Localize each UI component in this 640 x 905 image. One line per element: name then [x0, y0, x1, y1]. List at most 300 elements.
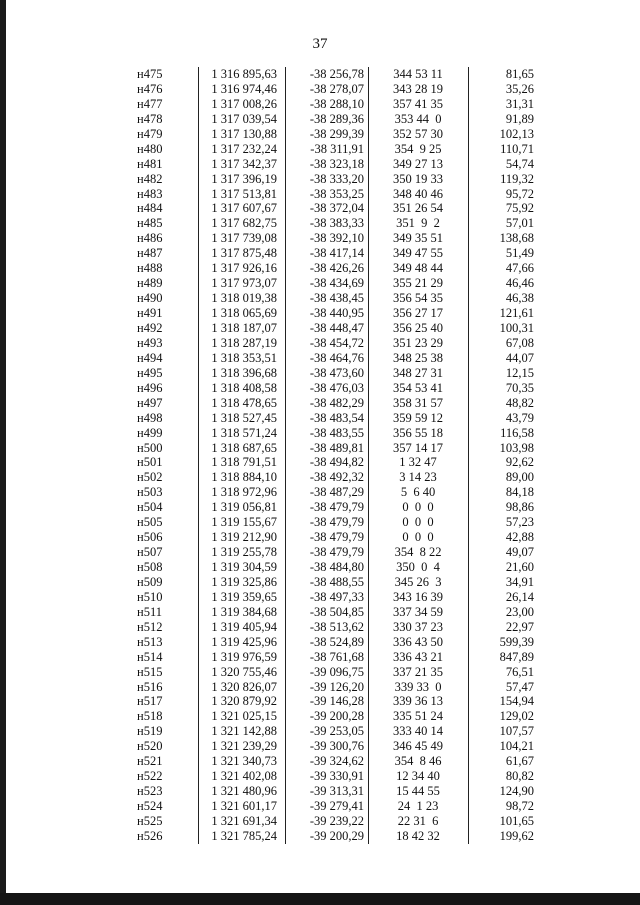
distance-cell: 80,82: [505, 769, 534, 784]
point-id-cell: н476: [137, 81, 163, 96]
direction-angle-cell: 15 44 55: [396, 784, 440, 799]
page-number: 37: [312, 36, 328, 52]
x-coordinate-cell: 1 317 039,54: [211, 111, 277, 126]
x-coordinate-cell: 1 319 056,81: [211, 500, 277, 515]
point-id-cell: н506: [137, 530, 163, 545]
x-coordinate-cell: 1 317 396,19: [211, 171, 277, 186]
point-id-cell: н498: [137, 410, 163, 425]
y-coordinate-cell: -38 476,03: [309, 380, 364, 395]
x-coordinate-cell: 1 319 405,94: [211, 619, 277, 634]
distance-cell: 91,89: [505, 111, 534, 126]
distance-cell: 61,67: [505, 754, 534, 769]
point-id-cell: н497: [137, 395, 163, 410]
distance-cell: 847,89: [499, 649, 534, 664]
direction-angle-cell: 348 25 38: [393, 350, 443, 365]
y-coordinate-cell: -38 311,91: [310, 141, 364, 156]
y-coordinate-cell: -38 440,95: [309, 306, 364, 321]
table-row: [128, 575, 543, 590]
table-row: [128, 620, 543, 635]
y-coordinate-cell: -38 353,25: [309, 186, 364, 201]
table-row: [128, 112, 543, 127]
direction-angle-cell: 351 26 54: [393, 201, 443, 216]
direction-angle-cell: 346 45 49: [393, 739, 443, 754]
x-coordinate-cell: 1 318 019,38: [211, 291, 277, 306]
table-row: [128, 635, 543, 650]
scan-bottom-edge: [0, 893, 640, 905]
x-coordinate-cell: 1 320 879,92: [211, 694, 277, 709]
x-coordinate-cell: 1 316 974,46: [211, 81, 277, 96]
distance-cell: 76,51: [505, 664, 534, 679]
point-id-cell: н493: [137, 335, 163, 350]
distance-cell: 154,94: [499, 694, 534, 709]
direction-angle-cell: 348 40 46: [393, 186, 443, 201]
direction-angle-cell: 330 37 23: [393, 619, 443, 634]
point-id-cell: н521: [137, 754, 163, 769]
point-id-cell: н494: [137, 350, 163, 365]
x-coordinate-cell: 1 321 239,29: [211, 739, 277, 754]
y-coordinate-cell: -38 434,69: [309, 276, 364, 291]
distance-cell: 34,91: [505, 574, 534, 589]
y-coordinate-cell: -38 488,55: [309, 574, 364, 589]
x-coordinate-cell: 1 320 826,07: [211, 679, 277, 694]
x-coordinate-cell: 1 319 212,90: [211, 530, 277, 545]
point-id-cell: н505: [137, 515, 163, 530]
distance-cell: 107,57: [499, 724, 534, 739]
direction-angle-cell: 337 21 35: [393, 664, 443, 679]
direction-angle-cell: 355 21 29: [393, 276, 443, 291]
point-id-cell: н500: [137, 440, 163, 455]
direction-angle-cell: 0 0 0: [402, 530, 434, 545]
distance-cell: 21,60: [505, 560, 534, 575]
x-coordinate-cell: 1 318 396,68: [211, 365, 277, 380]
table-row: [128, 694, 543, 709]
distance-cell: 48,82: [505, 395, 534, 410]
distance-cell: 138,68: [499, 231, 534, 246]
y-coordinate-cell: -38 487,29: [309, 485, 364, 500]
point-id-cell: н517: [137, 694, 163, 709]
x-coordinate-cell: 1 318 478,65: [211, 395, 277, 410]
point-id-cell: н511: [137, 604, 162, 619]
point-id-cell: н478: [137, 111, 163, 126]
distance-cell: 199,62: [499, 828, 534, 843]
x-coordinate-cell: 1 319 976,59: [211, 649, 277, 664]
point-id-cell: н514: [137, 649, 163, 664]
direction-angle-cell: 356 54 35: [393, 291, 443, 306]
table-row: [128, 336, 543, 351]
table-row: [128, 739, 543, 754]
point-id-cell: н487: [137, 246, 163, 261]
point-id-cell: н509: [137, 574, 163, 589]
direction-angle-cell: 12 34 40: [396, 769, 440, 784]
distance-cell: 92,62: [505, 455, 534, 470]
point-id-cell: н488: [137, 261, 163, 276]
table-row: [128, 231, 543, 246]
direction-angle-cell: 350 0 4: [396, 560, 440, 575]
point-id-cell: н501: [137, 455, 163, 470]
x-coordinate-cell: 1 318 884,10: [211, 470, 277, 485]
point-id-cell: н492: [137, 320, 163, 335]
direction-angle-cell: 354 8 46: [394, 754, 442, 769]
point-id-cell: н486: [137, 231, 163, 246]
x-coordinate-cell: 1 319 304,59: [211, 560, 277, 575]
point-id-cell: н519: [137, 724, 163, 739]
distance-cell: 57,47: [505, 679, 534, 694]
table-row: [128, 814, 543, 829]
y-coordinate-cell: -38 483,54: [309, 410, 364, 425]
y-coordinate-cell: -38 524,89: [309, 634, 364, 649]
y-coordinate-cell: -38 761,68: [309, 649, 364, 664]
point-id-cell: н502: [137, 470, 163, 485]
x-coordinate-cell: 1 319 425,96: [211, 634, 277, 649]
point-id-cell: н526: [137, 828, 163, 843]
point-id-cell: н512: [137, 619, 163, 634]
distance-cell: 98,86: [505, 500, 534, 515]
point-id-cell: н496: [137, 380, 163, 395]
direction-angle-cell: 349 27 13: [393, 156, 443, 171]
y-coordinate-cell: -38 323,18: [309, 156, 364, 171]
x-coordinate-cell: 1 319 359,65: [211, 589, 277, 604]
point-id-cell: н504: [137, 500, 163, 515]
direction-angle-cell: 3 14 23: [399, 470, 437, 485]
x-coordinate-cell: 1 318 571,24: [211, 425, 277, 440]
x-coordinate-cell: 1 318 187,07: [211, 320, 277, 335]
direction-angle-cell: 349 48 44: [393, 261, 443, 276]
table-row: [128, 724, 543, 739]
direction-angle-cell: 353 44 0: [394, 111, 442, 126]
distance-cell: 43,79: [505, 410, 534, 425]
direction-angle-cell: 5 6 40: [400, 485, 436, 500]
table-row: [128, 216, 543, 231]
point-id-cell: н522: [137, 769, 163, 784]
x-coordinate-cell: 1 321 691,34: [211, 814, 277, 828]
distance-cell: 35,26: [505, 81, 534, 96]
distance-cell: 102,13: [499, 126, 534, 141]
distance-cell: 49,07: [505, 545, 534, 560]
point-id-cell: н515: [137, 664, 163, 679]
direction-angle-cell: 358 31 57: [393, 395, 443, 410]
direction-angle-cell: 344 53 11: [393, 67, 443, 81]
direction-angle-cell: 336 43 50: [393, 634, 443, 649]
distance-cell: 81,65: [505, 67, 534, 81]
point-id-cell: н499: [137, 425, 163, 440]
direction-angle-cell: 24 1 23: [397, 799, 439, 814]
table-row: [128, 650, 543, 665]
coordinates-table: [128, 67, 543, 844]
y-coordinate-cell: -38 289,36: [309, 111, 364, 126]
table-row: [128, 261, 543, 276]
distance-cell: 98,72: [505, 799, 534, 814]
direction-angle-cell: 336 43 21: [393, 649, 443, 664]
table-row: [128, 441, 543, 456]
y-coordinate-cell: -38 448,47: [309, 320, 364, 335]
table-row: [128, 381, 543, 396]
y-coordinate-cell: -38 278,07: [309, 81, 364, 96]
point-id-cell: н482: [137, 171, 163, 186]
point-id-cell: н484: [137, 201, 163, 216]
table-row: [128, 246, 543, 261]
table-row: [128, 366, 543, 381]
distance-cell: 103,98: [499, 440, 534, 455]
distance-cell: 121,61: [499, 306, 534, 321]
direction-angle-cell: 0 0 0: [402, 500, 434, 515]
y-coordinate-cell: -38 438,45: [309, 291, 364, 306]
distance-cell: 129,02: [499, 709, 534, 724]
table-row: [128, 515, 543, 530]
x-coordinate-cell: 1 317 607,67: [211, 201, 277, 216]
table-row: [128, 829, 543, 844]
point-id-cell: н524: [137, 799, 163, 814]
distance-cell: 599,39: [499, 634, 534, 649]
table-row: [128, 680, 543, 695]
point-id-cell: н518: [137, 709, 163, 724]
scan-left-edge: [0, 0, 6, 905]
table-row: [128, 201, 543, 216]
direction-angle-cell: 354 9 25: [394, 141, 442, 156]
x-coordinate-cell: 1 318 687,65: [211, 440, 277, 455]
point-id-cell: н477: [137, 96, 163, 111]
x-coordinate-cell: 1 317 342,37: [211, 156, 277, 171]
y-coordinate-cell: -39 239,22: [309, 814, 364, 828]
point-id-cell: н475: [137, 67, 163, 81]
direction-angle-cell: 333 40 14: [393, 724, 443, 739]
y-coordinate-cell: -38 392,10: [309, 231, 364, 246]
y-coordinate-cell: -38 383,33: [309, 216, 364, 231]
direction-angle-cell: 343 28 19: [393, 81, 443, 96]
point-id-cell: н491: [137, 306, 163, 321]
distance-cell: 57,01: [505, 216, 534, 231]
distance-cell: 116,58: [500, 425, 534, 440]
table-row: [128, 530, 543, 545]
distance-cell: 70,35: [505, 380, 534, 395]
direction-angle-cell: 348 27 31: [393, 365, 443, 380]
table-row: [128, 67, 543, 82]
y-coordinate-cell: -38 479,79: [309, 545, 364, 560]
direction-angle-cell: 339 33 0: [394, 679, 442, 694]
y-coordinate-cell: -38 479,79: [309, 530, 364, 545]
point-id-cell: н485: [137, 216, 163, 231]
table-row: [128, 187, 543, 202]
y-coordinate-cell: -38 492,32: [309, 470, 364, 485]
y-coordinate-cell: -39 200,28: [309, 709, 364, 724]
table-row: [128, 754, 543, 769]
y-coordinate-cell: -38 288,10: [309, 96, 364, 111]
direction-angle-cell: 22 31 6: [397, 814, 439, 828]
direction-angle-cell: 356 27 17: [393, 306, 443, 321]
distance-cell: 54,74: [505, 156, 534, 171]
table-row: [128, 142, 543, 157]
distance-cell: 31,31: [505, 96, 534, 111]
distance-cell: 110,71: [500, 141, 534, 156]
table-row: [128, 351, 543, 366]
distance-cell: 12,15: [505, 365, 534, 380]
table-row: [128, 411, 543, 426]
point-id-cell: н516: [137, 679, 163, 694]
table-row: [128, 470, 543, 485]
point-id-cell: н503: [137, 485, 163, 500]
y-coordinate-cell: -38 473,60: [309, 365, 364, 380]
y-coordinate-cell: -38 299,39: [309, 126, 364, 141]
x-coordinate-cell: 1 321 340,73: [211, 754, 277, 769]
y-coordinate-cell: -38 417,14: [309, 246, 364, 261]
table-row: [128, 560, 543, 575]
x-coordinate-cell: 1 317 513,81: [211, 186, 277, 201]
table-row: [128, 784, 543, 799]
y-coordinate-cell: -38 484,80: [309, 560, 364, 575]
distance-cell: 119,32: [500, 171, 534, 186]
direction-angle-cell: 351 9 2: [396, 216, 440, 231]
distance-cell: 22,97: [505, 619, 534, 634]
table-row: [128, 97, 543, 112]
x-coordinate-cell: 1 317 232,24: [211, 141, 277, 156]
point-id-cell: н513: [137, 634, 163, 649]
x-coordinate-cell: 1 317 130,88: [211, 126, 277, 141]
table-row: [128, 590, 543, 605]
distance-cell: 26,14: [505, 589, 534, 604]
direction-angle-cell: 335 51 24: [393, 709, 443, 724]
table-row: [128, 276, 543, 291]
y-coordinate-cell: -39 313,31: [309, 784, 364, 799]
table-row: [128, 500, 543, 515]
distance-cell: 46,38: [505, 291, 534, 306]
distance-cell: 101,65: [499, 814, 534, 828]
table-row: [128, 291, 543, 306]
y-coordinate-cell: -38 426,26: [309, 261, 364, 276]
direction-angle-cell: 359 59 12: [393, 410, 443, 425]
y-coordinate-cell: -39 096,75: [309, 664, 364, 679]
y-coordinate-cell: -39 324,62: [309, 754, 364, 769]
x-coordinate-cell: 1 317 973,07: [211, 276, 277, 291]
table-row: [128, 709, 543, 724]
y-coordinate-cell: -39 200,29: [309, 828, 364, 843]
x-coordinate-cell: 1 318 353,51: [211, 350, 277, 365]
x-coordinate-cell: 1 319 384,68: [211, 604, 277, 619]
distance-cell: 42,88: [505, 530, 534, 545]
point-id-cell: н490: [137, 291, 163, 306]
table-row: [128, 426, 543, 441]
direction-angle-cell: 357 14 17: [393, 440, 443, 455]
y-coordinate-cell: -39 146,28: [309, 694, 364, 709]
distance-cell: 75,92: [505, 201, 534, 216]
y-coordinate-cell: -38 454,72: [309, 335, 364, 350]
y-coordinate-cell: -38 513,62: [309, 619, 364, 634]
table-row: [128, 769, 543, 784]
direction-angle-cell: 351 23 29: [393, 335, 443, 350]
point-id-cell: н479: [137, 126, 163, 141]
x-coordinate-cell: 1 317 008,26: [211, 96, 277, 111]
point-id-cell: н510: [137, 589, 163, 604]
x-coordinate-cell: 1 321 480,96: [211, 784, 277, 799]
x-coordinate-cell: 1 318 287,19: [211, 335, 277, 350]
y-coordinate-cell: -38 479,79: [309, 500, 364, 515]
distance-cell: 51,49: [505, 246, 534, 261]
table-row: [128, 485, 543, 500]
distance-cell: 23,00: [505, 604, 534, 619]
direction-angle-cell: 343 16 39: [393, 589, 443, 604]
x-coordinate-cell: 1 317 875,48: [211, 246, 277, 261]
table-row: [128, 127, 543, 142]
point-id-cell: н481: [137, 156, 163, 171]
direction-angle-cell: 357 41 35: [393, 96, 443, 111]
y-coordinate-cell: -38 504,85: [309, 604, 364, 619]
table-row: [128, 665, 543, 680]
direction-angle-cell: 345 26 3: [394, 574, 442, 589]
direction-angle-cell: 356 55 18: [393, 425, 443, 440]
point-id-cell: н508: [137, 560, 163, 575]
table-row: [128, 157, 543, 172]
direction-angle-cell: 350 19 33: [393, 171, 443, 186]
y-coordinate-cell: -39 279,41: [309, 799, 364, 814]
x-coordinate-cell: 1 318 408,58: [211, 380, 277, 395]
point-id-cell: н523: [137, 784, 163, 799]
point-id-cell: н520: [137, 739, 163, 754]
direction-angle-cell: 0 0 0: [402, 515, 434, 530]
table-row: [128, 605, 543, 620]
y-coordinate-cell: -38 464,76: [309, 350, 364, 365]
x-coordinate-cell: 1 321 785,24: [211, 828, 277, 843]
y-coordinate-cell: -38 482,29: [309, 395, 364, 410]
x-coordinate-cell: 1 318 972,96: [211, 485, 277, 500]
distance-cell: 104,21: [499, 739, 534, 754]
x-coordinate-cell: 1 321 142,88: [211, 724, 277, 739]
y-coordinate-cell: -39 330,91: [309, 769, 364, 784]
x-coordinate-cell: 1 317 926,16: [211, 261, 277, 276]
distance-cell: 67,08: [505, 335, 534, 350]
direction-angle-cell: 1 32 47: [399, 455, 437, 470]
x-coordinate-cell: 1 319 255,78: [211, 545, 277, 560]
distance-cell: 124,90: [499, 784, 534, 799]
table-body: [128, 67, 543, 844]
point-id-cell: н525: [137, 814, 163, 828]
distance-cell: 47,66: [505, 261, 534, 276]
x-coordinate-cell: 1 318 791,51: [211, 455, 277, 470]
direction-angle-cell: 337 34 59: [393, 604, 443, 619]
direction-angle-cell: 354 8 22: [394, 545, 442, 560]
x-coordinate-cell: 1 317 739,08: [211, 231, 277, 246]
distance-cell: 89,00: [505, 470, 534, 485]
y-coordinate-cell: -38 256,78: [309, 67, 364, 81]
point-id-cell: н483: [137, 186, 163, 201]
table-row: [128, 306, 543, 321]
direction-angle-cell: 354 53 41: [393, 380, 443, 395]
point-id-cell: н480: [137, 141, 163, 156]
table-row: [128, 396, 543, 411]
x-coordinate-cell: 1 317 682,75: [211, 216, 277, 231]
x-coordinate-cell: 1 321 402,08: [211, 769, 277, 784]
point-id-cell: н507: [137, 545, 163, 560]
x-coordinate-cell: 1 319 325,86: [211, 574, 277, 589]
distance-cell: 84,18: [505, 485, 534, 500]
table-row: [128, 82, 543, 97]
y-coordinate-cell: -39 300,76: [309, 739, 364, 754]
direction-angle-cell: 339 36 13: [393, 694, 443, 709]
x-coordinate-cell: 1 319 155,67: [211, 515, 277, 530]
x-coordinate-cell: 1 316 895,63: [211, 67, 277, 81]
y-coordinate-cell: -38 483,55: [309, 425, 364, 440]
y-coordinate-cell: -39 126,20: [309, 679, 364, 694]
y-coordinate-cell: -38 372,04: [309, 201, 364, 216]
table-row: [128, 455, 543, 470]
distance-cell: 46,46: [505, 276, 534, 291]
table-row: [128, 172, 543, 187]
y-coordinate-cell: -38 333,20: [309, 171, 364, 186]
x-coordinate-cell: 1 321 025,15: [211, 709, 277, 724]
x-coordinate-cell: 1 318 065,69: [211, 306, 277, 321]
y-coordinate-cell: -38 494,82: [309, 455, 364, 470]
distance-cell: 57,23: [505, 515, 534, 530]
direction-angle-cell: 349 47 55: [393, 246, 443, 261]
direction-angle-cell: 18 42 32: [396, 828, 440, 843]
x-coordinate-cell: 1 321 601,17: [211, 799, 277, 814]
